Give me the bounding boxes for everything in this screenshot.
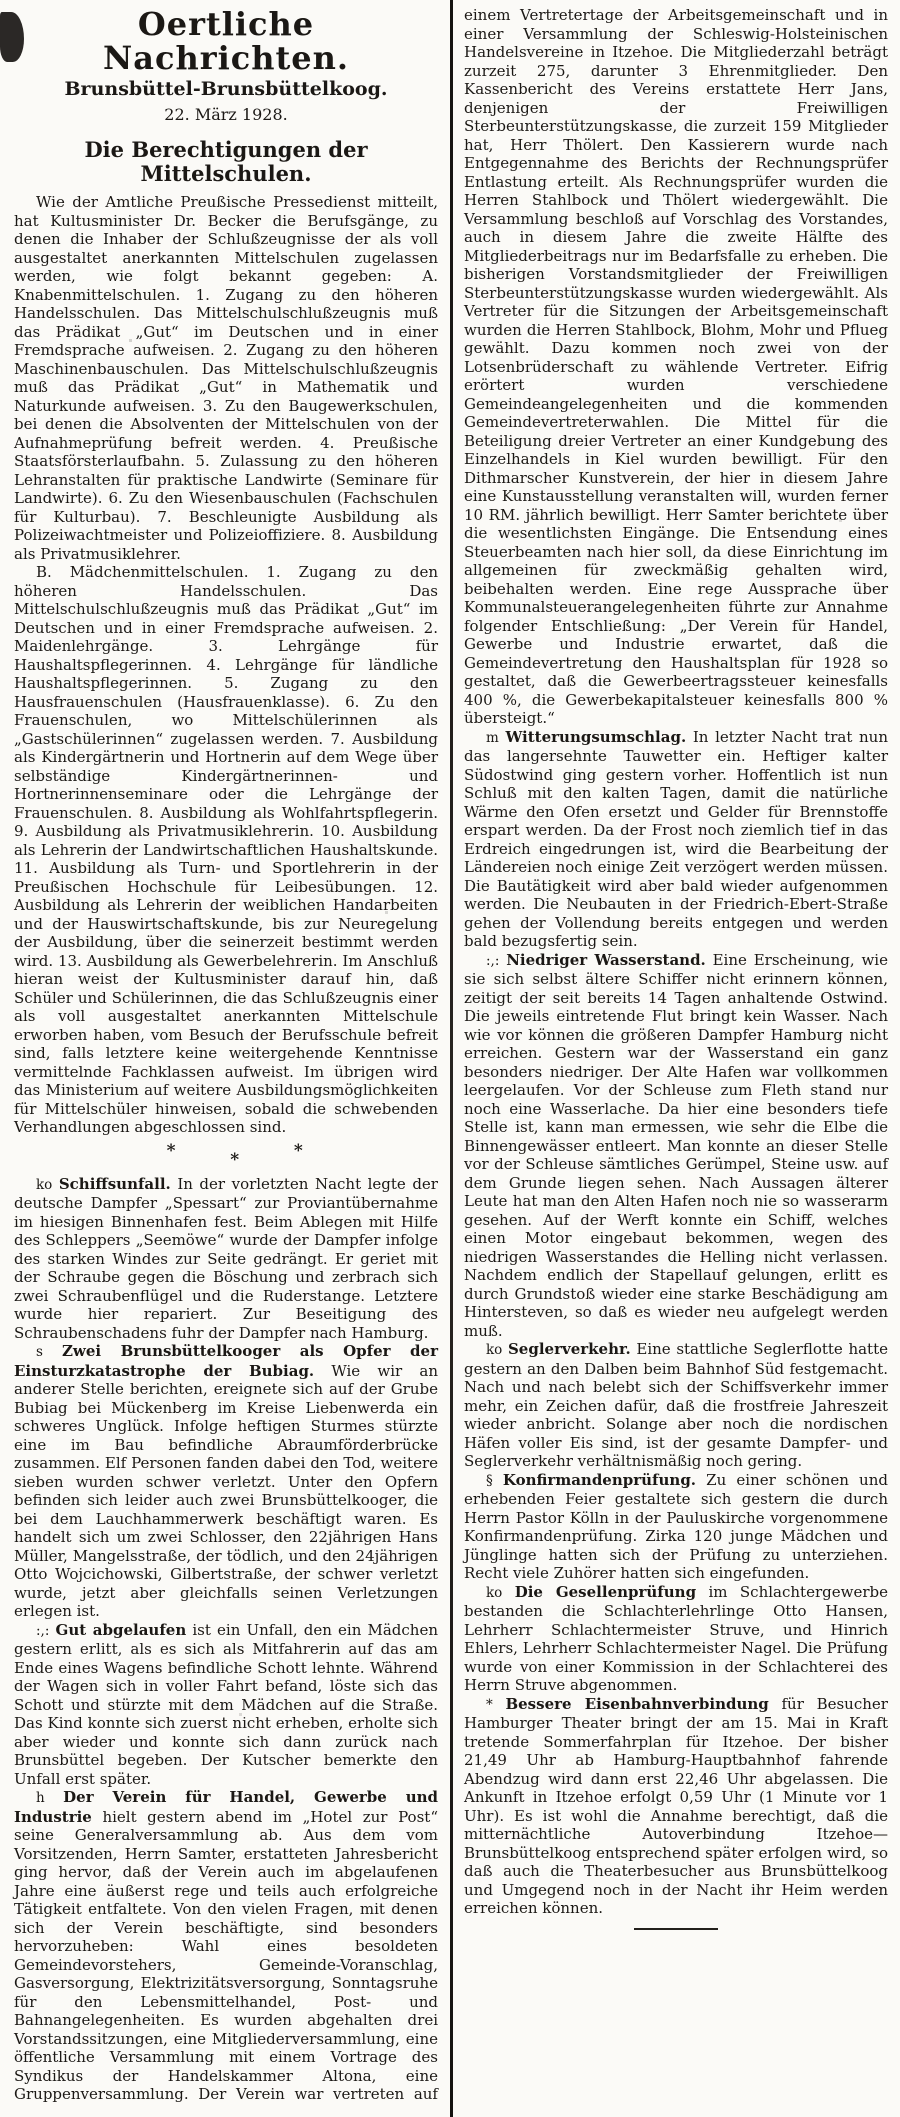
news-item-gesellenpruefung	[464, 1583, 888, 1695]
item-text: In der vorletzten Nacht legte der deutsche Dampfer „Spessart“ zur Proviantübernahme im hiesigen Binnenhafen fest. Beim Ablegen mit Hilfe des Schleppers „Seemöwe“ wurde der Dampfer infolge des starken Windes zur Seite gedrängt. Er geriet mit der Schraube gegen die Böschung und zerbrach sich zwei Schraubenflügel und die Ruderstange. Letztere wurde hier repariert. Zur Beseitigung des Schraubenschadens fuhr der Dampfer nach Hamburg.	[14, 1174, 438, 1342]
news-item-niedriger-wasserstand	[464, 951, 888, 1341]
article-paragraph-a: Wie der Amtliche Preußische Pressedienst mitteilt, hat Kultusminister Dr. Becker die Berufsgänge, zu denen die Inhaber der Schlußzeugnisse der als voll ausgestaltet anerkannten Mittelschulen zugelassen werden, wie folgt bekannt gegeben: A. Knabenmittelschulen. 1. Zugang zu den höheren Handelsschulen. Das Mittelschulschlußzeugnis muß das Prädikat „Gut“ im Deutschen und in einer Fremdsprache aufweisen. 2. Zugang zu den höheren Maschinenbauschulen. Das Mittelschulschlußzeugnis muß das Prädikat „Gut“ in Mathematik und Naturkunde aufweisen. 3. Zu den Baugewerkschulen, bei denen die Absolventen der Mittelschulen von der Aufnahmeprüfung befreit werden. 4. Preußische Staatsförsterlaufbahn. 5. Zulassung zu den höheren Lehranstalten für praktische Landwirte (Seminare für Landwirte). 6. Zu den Wiesenbauschulen (Fachschulen für Kulturbau). 7. Beschleunigte Ausbildung als Polizeiwachtmeister und Polizeioffiziere. 8. Ausbildung als Privatmusiklehrer.	[14, 193, 438, 563]
item-lead: Zwei Brunsbüttelkooger als Opfer der Einsturzkatastrophe der Bubiag.	[14, 1342, 438, 1380]
end-rule	[634, 1928, 718, 1930]
item-mark: ko	[36, 1176, 53, 1193]
item-text: Zu einer schönen und erhebenden Feier gestaltete sich gestern die durch Herrn Pastor Kölln in der Pauluskirche vorgenommene Konfirmandenprüfung. Zirka 120 junge Mädchen und Jünglinge hatten sich der Prüfung zu unterziehen. Recht viele Zuhörer hatten sich eingefunden.	[464, 1470, 888, 1582]
item-lead: Witterungsumschlag.	[505, 727, 687, 746]
item-mark: *	[486, 1696, 493, 1713]
news-item-einsturzkatastrophe	[14, 1342, 438, 1621]
item-mark: :,:	[486, 952, 500, 969]
item-lead: Der Verein für Handel, Gewerbe und Industrie	[14, 1788, 438, 1826]
item-lead: Bessere Eisenbahnverbindung	[505, 1694, 769, 1713]
news-item-witterungsumschlag	[464, 728, 888, 951]
item-lead: Gut abgelaufen	[55, 1620, 187, 1639]
news-item-gut-abgelaufen	[14, 1621, 438, 1789]
item-text: für Besucher Hamburger Theater bringt der am 15. Mai in Kraft tretende Sommerfahrplan für Itzehoe. Der bisher 21,49 Uhr ab Hamburg-Hauptbahnhof fahrende Abendzug wird dann erst 22,46 Uhr abgelassen. Die Ankunft in Itzehoe erfolgt 0,59 Uhr (1 Minute vor 1 Uhr). Es ist wohl die Annahme berechtigt, daß die mitternächtliche Autoverbindung Itzehoe—Brunsbüttelkoog entsprechend später erfolgen wird, so daß auch die Theaterbesucher aus Brunsbüttelkoog und Umgegend noch in der Nacht ihr Heim werden erreichen können.	[464, 1694, 888, 1917]
item-lead: Konfirmandenprüfung.	[502, 1470, 697, 1489]
item-mark: :,:	[36, 1622, 50, 1639]
asterisk-separator	[14, 1141, 438, 1173]
item-mark: §	[486, 1472, 493, 1489]
asterisk-glyph: *	[293, 1140, 303, 1161]
date-line: 22. März 1928.	[164, 105, 288, 125]
item-lead: Schiffsunfall.	[58, 1174, 171, 1193]
column-divider-rule	[450, 0, 453, 2117]
section-title: Oertliche Nachrichten.	[102, 5, 350, 77]
item-text: ist ein Unfall, den ein Mädchen gestern erlitt, als es sich als Mitfahrerin auf das am Ende eines Wagens befindliche Schott lehnte. Während der Wagen sich in voller Fahrt befand, löste sich das Schott und stürzte mit dem Mädchen auf die Straße. Das Kind konnte sich zuerst nicht erheben, erholte sich aber wieder und konnte sich dann zurück nach Brunsbüttel begeben. Der Kutscher bemerkte den Unfall erst später.	[14, 1620, 438, 1788]
item-mark: ko	[486, 1584, 503, 1601]
news-item-eisenbahnverbindung	[464, 1695, 888, 1918]
asterisk-glyph: *	[166, 1140, 176, 1161]
item-lead: Die Gesellenprüfung	[514, 1582, 697, 1601]
item-text: im Schlachtergewerbe bestanden die Schlachterlehrlinge Otto Hansen, Lehrherr Schlachtermeister Struve, und Hinrich Ehlers, Lehrherr Schlachtermeister Nagel. Die Prüfung wurde von einer Kommission in der Schlachterei des Herrn Struve abgenommen.	[464, 1582, 888, 1694]
asterisk-glyph: *	[230, 1149, 240, 1170]
scan-noise	[0, 0, 1, 1]
item-mark: h	[36, 1790, 45, 1807]
news-item-konfirmandenpruefung	[464, 1471, 888, 1583]
news-item-seglerverkehr	[464, 1340, 888, 1471]
item-mark: ko	[486, 1342, 503, 1358]
item-mark: m	[486, 729, 499, 746]
item-text: In letzter Nacht trat nun das langersehnte Tauwetter ein. Heftiger kalter Südostwind ging gestern vorher. Hoffentlich ist nun Schluß mit den kalten Tagen, damit die natürliche Wärme den Ofen ersetzt und Gelder für Brennstoffe erspart werden. Da der Frost noch ziemlich tief in das Erdreich eingedrungen ist, wird die Bearbeitung der Ländereien noch einige Zeit verzögert werden müssen. Die Bautätigkeit wird aber bald wieder aufgenommen werden. Die Neubauten in der Friedrich-Ebert-Straße gehen der Vollendung bereits entgegen und werden bald bezugsfertig sein.	[464, 727, 888, 950]
item-lead: Niedriger Wasserstand.	[506, 950, 706, 969]
scan-smudge	[0, 12, 24, 62]
item-text: Wie wir an anderer Stelle berichten, ereignete sich auf der Grube Bubiag bei Mückenberg im Kreise Liebenwerda ein schweres Unglück. Infolge heftigen Sturmes stürzte eine im Bau befindliche Abraumförderbrücke zusammen. Elf Personen fanden dabei den Tod, weitere sieben wurden schwer verletzt. Unter den Opfern befinden sich leider auch zwei Brunsbüttelkooger, die bei dem Lauchhammerwerk beschäftigt waren. Es handelt sich um zwei Schlosser, den 22jährigen Hans Müller, Mangelsstraße, der tödlich, und den 24jährigen Otto Wojcichowski, Gilbertstraße, der schwer verletzt wurde, jetzt aber gleichfalls seinen Verletzungen erlegen ist.	[14, 1361, 438, 1621]
item-text: Eine stattliche Seglerflotte hatte gestern an den Dalben beim Bahnhof Süd festgemacht. Nach und nach belebt sich der Schiffsverkehr immer mehr, ein Zeichen dafür, daß die frostfreie Jahreszeit wieder anbricht. Solange aber noch die nordischen Häfen voller Eis sind, ist der gesamte Dampfer- und Seglerverkehr verhältnismäßig noch gering.	[464, 1340, 888, 1470]
item-text: Eine Erscheinung, wie sie sich selbst ältere Schiffer nicht erinnern können, zeitigt der seit bereits 14 Tagen anhaltende Ostwind. Die jeweils eintretende Flut bringt kein Wasser. Nach wie vor können die größeren Dampfer Hamburg nicht erreichen. Gestern war der Wasserstand ein ganz besonders niedriger. Der Alte Hafen war vollkommen leergelaufen. Vor der Schleuse zum Fleth stand nur noch eine Wasserlache. Da hier eine besonders tiefe Stelle ist, kann man ermessen, wie sehr die Elbe die Binnengewässer entleert. Man konnte an dieser Stelle vor der Schleuse sämtliches Gerümpel, Steine usw. auf dem Grunde liegen sehen. Nach Aussagen älterer Leute hat man den Alten Hafen noch nie so wasserarm gesehen. Auf der Werft konnte ein Schiff, welches einen Motor eingebaut bekommen, wegen des niedrigen Wasserstandes die Helling nicht verlassen. Nachdem endlich der Stapellauf gelungen, erlitt es durch Grundstoß wieder eine starke Beschädigung am Hintersteven, so daß es wieder neu aufgelegt werden muß.	[464, 950, 888, 1340]
article-paragraph-b: B. Mädchenmittelschulen. 1. Zugang zu den höheren Handelsschulen. Das Mittelschulschlußzeugnis muß das Prädikat „Gut“ im Deutschen und in einer Fremdsprache aufweisen. 2. Maidenlehrgänge. 3. Lehrgänge für Haushaltspflegerinnen. 4. Lehrgänge für ländliche Haushaltspflegerinnen. 5. Zugang zu den Hausfrauenschulen (Hausfrauenklasse). 6. Zu den Frauenschulen, wo Mittelschülerinnen als „Gastschülerinnen“ zugelassen werden. 7. Ausbildung als Kindergärtnerin und Hortnerin auf dem Wege über selbständige Kindergärtnerinnen- und Hortnerinnenseminare oder die Lehrgänge der Frauenschulen. 8. Ausbildung als Wohlfahrtspflegerin. 9. Ausbildung als Privatmusiklehrerin. 10. Ausbildung als Lehrerin der Landwirtschaftlichen Haushaltskunde. 11. Ausbildung als Turn- und Sportlehrerin in der Preußischen Hochschule für Leibesübungen. 12. Ausbildung als Lehrerin der weiblichen Handarbeiten und der Hauswirtschaftskunde, bis zur Neuregelung der Ausbildung, über die seinerzeit bestimmt werden wird. 13. Ausbildung als Gewerbelehrerin. Im Anschluß hieran weist der Kultusminister darauf hin, daß Schüler und Schülerinnen, die das Schlußzeugnis einer als voll ausgestaltet anerkannten Mittelschule erworben haben, vom Besuch der Berufsschule befreit sind, falls letztere keine weitergehende Kenntnisse vermittelnde Fachklassen aufweist. Im übrigen wird das Ministerium auf weitere Ausbildungsmöglichkeiten für Mittelschüler hinweisen, sobald die schwebenden Verhandlungen abgeschlossen sind.	[14, 563, 438, 1137]
article-headline: Die Berechtigungen der Mittelschulen.	[84, 137, 368, 187]
news-item-schiffsunfall	[14, 1175, 438, 1343]
masthead	[14, 5, 438, 125]
item-text: hielt gestern abend im „Hotel zur Post“ seine Generalversammlung ab. Aus dem vom Vorsitzenden, Herrn Samter, erstatteten Jahresbericht ging hervor, daß der Verein auch im abgelaufenen Jahre eine äußerst rege und teils auch erfolgreiche Tätigkeit entfaltete. Von den vielen Fragen, mit denen sich der Verein beschäftigte, sind besonders hervorzuheben: Wahl eines besoldeten Gemeindevorstehers, Gemeinde-Voranschlag, Gasversorgung, Elektrizitätsversorgung, Sonntagsruhe für den Lebensmittelhandel, Post- und Bahnangelegenheiten. Es wurden abgehalten drei Vorstandssitzungen, eine Mitgliederversammlung, eine öffentliche Versammlung mit einem Vortrage des Syndikus der Handelskammer Altona, eine Gruppenversammlung. Der Verein war vertreten auf einem Vertretertage der Arbeitsgemeinschaft und in einer Versammlung der Schleswig-Holsteinischen Handelsvereine in Itzehoe. Die Mitgliederzahl beträgt zurzeit 275, darunter 3 Ehrenmitglieder. Den Kassenbericht des Vereins erstattete Herr Jans, denjenigen der Freiwilligen Sterbeunterstützungskasse, die zurzeit 159 Mitglieder hat, Herr Thölert. Den Kassierern wurde nach Entgegennahme des Berichts der Rechnungsprüfer Entlastung erteilt. Als Rechnungsprüfer wurden die Herren Stahlbock und Thölert wiedergewählt. Die Versammlung beschloß auf Vorschlag des Vorstandes, auch in diesem Jahre die zweite Hälfte des Mitgliederbeitrags nur im Bedarfsfalle zu erheben. Die bisherigen Vorstandsmitglieder der Freiwilligen Sterbeunterstützungskasse wurden wiedergewählt. Als Vertreter für die Sitzungen der Arbeitsgemeinschaft wurden die Herren Stahlbock, Blohm, Mohr und Pflueg gewählt. Dazu kommen noch zwei von der Lotsenbrüderschaft zu wählende Vertreter. Eifrig erörtert wurden verschiedene Gemeindeangelegenheiten und die kommenden Gemeindevertreterwahlen. Die Mittel für die Beteiligung dreier Vertreter an einer Kundgebung des Einzelhandels in Kiel wurden bewilligt. Für den Dithmarscher Kunstverein, der hier in diesem Jahre eine Kunstausstellung veranstalten will, wurden ferner 10 RM. jährlich bewilligt. Herr Samter berichtete über die wesentlichsten Eingänge. Die Entsendung eines Steuerbeamten nach hier soll, da diese Einrichtung im allgemeinen für zweckmäßig gehalten wird, beibehalten werden. Eine rege Aussprache über Kommunalsteuerangelegenheiten führte zur Annahme folgender Entschließung: „Der Verein für Handel, Gewerbe und Industrie erwartet, daß die Gemeindevertretung den Haushaltsplan für 1928 so gestaltet, daß die Gewerbeertragssteuer keinesfalls 400 %, die Gewerbekapitalsteuer keinesfalls 800 % übersteigt.“	[14, 6, 888, 2104]
item-lead: Seglerverkehr.	[507, 1340, 631, 1358]
place-line: Brunsbüttel-Brunsbüttelkoog.	[64, 78, 388, 101]
item-mark: s	[36, 1344, 43, 1361]
